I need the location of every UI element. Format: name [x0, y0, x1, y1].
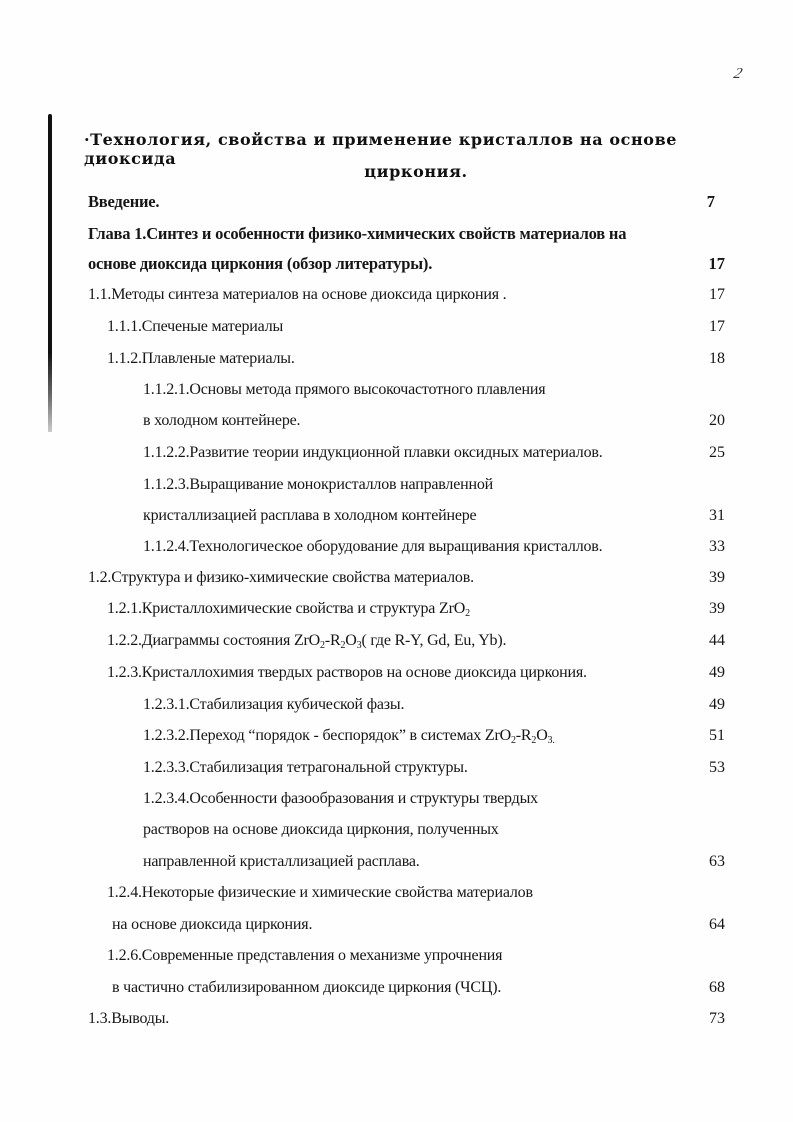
toc-entry-introduction [0, 192, 793, 218]
page-number: 2 [730, 66, 746, 82]
toc-entry-text: направленной кристаллизацией расплава. [143, 853, 420, 870]
toc-page-number: 33 [709, 538, 725, 555]
toc-entry-text: 1.2.3.2.Переход “порядок - беспорядок” в системах $ZrO_2-R_2O_{3.}$ [143, 727, 555, 746]
toc-page-number: 53 [709, 759, 725, 776]
toc-entry-1-2-2 [0, 632, 793, 658]
toc-entry-text: 1.1.1.Спеченые материалы [107, 318, 284, 335]
toc-entry-1-1-2 [0, 350, 793, 376]
toc-page-number: 39 [709, 600, 725, 617]
toc-entry-text: 1.3.Выводы. [88, 1010, 170, 1027]
toc-entry-1-1-2-4 [0, 538, 793, 564]
toc-entry-text: Глава 1.Синтез и особенности физико-химических свойств материалов на [88, 224, 627, 243]
toc-entry-text: 1.2.3.4.Особенности фазообразования и структуры твердых [143, 790, 538, 807]
toc-entry-1-2 [0, 569, 793, 595]
toc-entry-text: основе диоксида циркония (обзор литературы). [88, 254, 433, 273]
document-title-line-1: ·Технология, свойства и применение кристаллов на основе диоксида [84, 130, 678, 168]
toc-entry-1-2-3-4-cont [0, 821, 793, 847]
toc-entry-1-2-3-3 [0, 759, 793, 785]
toc-page-number: 49 [709, 664, 725, 681]
toc-entry-1-1-2-1 [0, 381, 793, 407]
toc-entry-text: 1.2.1.Кристаллохимические свойства и структура ZrO$_2$ [107, 600, 470, 619]
toc-page-number: 31 [709, 507, 725, 524]
toc-page-number: 17 [709, 286, 725, 303]
toc-page-number: 49 [709, 696, 725, 713]
toc-page-number: 39 [709, 569, 725, 586]
toc-entry-1-2-6 [0, 947, 793, 973]
toc-page-number: 73 [709, 1010, 725, 1027]
toc-page-number: 17 [708, 254, 725, 273]
toc-entry-text: 1.1.2.Плавленые материалы. [107, 350, 295, 367]
toc-entry-text: растворов на основе диоксида циркония, полученных [143, 821, 499, 838]
toc-page-number: 18 [709, 350, 725, 367]
toc-entry-1-1-2-2 [0, 444, 793, 470]
toc-entry-text: в холодном контейнере. [143, 412, 301, 429]
toc-entry-text: 1.2.6.Современные представления о механизме упрочнения [107, 947, 503, 964]
toc-entry-chapter-1 [0, 224, 793, 250]
toc-entry-text: 1.1.2.3.Выращивание монокристаллов направленной [143, 476, 493, 493]
toc-entry-chapter-1-cont [0, 254, 793, 280]
toc-page-number: 7 [706, 192, 715, 211]
toc-entry-1-1-2-1-cont [0, 412, 793, 438]
toc-page-number: 17 [709, 318, 725, 335]
toc-entry-text: 1.1.2.1.Основы метода прямого высокочастотного плавления [143, 381, 546, 398]
document-title-line-2: циркония. [364, 162, 468, 181]
toc-entry-text: 1.1.2.4.Технологическое оборудование для выращивания кристаллов. [143, 538, 603, 555]
toc-entry-text: 1.2.3.3.Стабилизация тетрагональной структуры. [143, 759, 468, 776]
toc-entry-text: 1.2.4.Некоторые физические и химические свойства материалов [107, 884, 533, 901]
toc-entry-1-2-3-4 [0, 790, 793, 816]
toc-entry-text: 1.2.Структура и физико-химические свойства материалов. [88, 569, 474, 586]
toc-entry-1-2-3-1 [0, 696, 793, 722]
toc-page-number: 63 [709, 853, 725, 870]
toc-entry-text: 1.2.2.Диаграммы состояния $ZrO_2-R_2O_3$( где R-Y, Gd, Eu, Yb). [107, 632, 507, 651]
toc-entry-1-1-2-3-cont [0, 507, 793, 533]
toc-page-number: 68 [709, 979, 725, 996]
toc-entry-text: 1.2.3.Кристаллохимия твердых растворов на основе диоксида циркония. [107, 664, 587, 681]
toc-entry-text: 1.1.Методы синтеза материалов на основе диоксида циркония . [88, 286, 507, 303]
toc-page-number: 25 [709, 444, 725, 461]
toc-page-number: 51 [709, 727, 725, 744]
toc-entry-1-2-6-cont [0, 979, 793, 1005]
toc-entry-1-1-2-3 [0, 476, 793, 502]
toc-page-number: 64 [709, 916, 725, 933]
toc-page-number: 20 [709, 412, 725, 429]
toc-entry-1-2-3-4-cont2 [0, 853, 793, 879]
toc-entry-text: 1.1.2.2.Развитие теории индукционной плавки оксидных материалов. [143, 444, 603, 461]
toc-entry-1-1-1 [0, 318, 793, 344]
toc-entry-text: 1.2.3.1.Стабилизация кубической фазы. [143, 696, 405, 713]
toc-entry-text: кристаллизацией расплава в холодном контейнере [143, 507, 477, 524]
toc-entry-1-2-4 [0, 884, 793, 910]
toc-entry-text: на основе диоксида циркония. [112, 916, 313, 933]
toc-entry-1-2-1 [0, 600, 793, 626]
toc-entry-text: Введение. [88, 192, 160, 211]
toc-entry-1-2-4-cont [0, 916, 793, 942]
toc-entry-1-3 [0, 1010, 793, 1036]
toc-entry-1-2-3 [0, 664, 793, 690]
toc-page-number: 44 [709, 632, 725, 649]
toc-entry-1-1 [0, 286, 793, 312]
toc-entry-1-2-3-2 [0, 727, 793, 753]
toc-entry-text: в частично стабилизированном диоксиде циркония (ЧСЦ). [112, 979, 502, 996]
